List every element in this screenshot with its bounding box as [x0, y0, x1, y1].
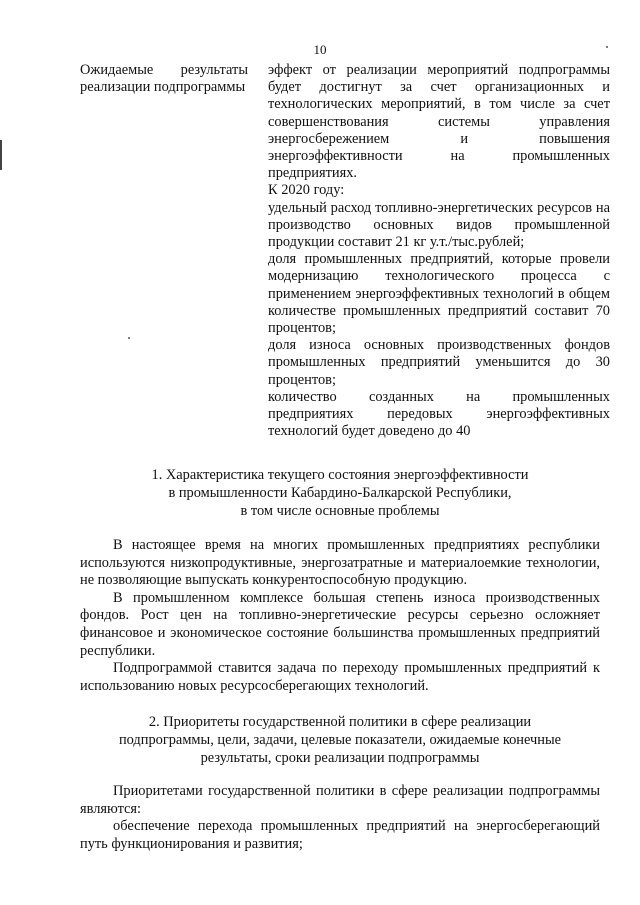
heading-line: в промышленности Кабардино-Балкарской Республики, [168, 485, 512, 501]
body-paragraph: Подпрограммой ставится задача по переходу промышленных предприятий к использованию новых ресурсосберегающих технологий. [80, 660, 600, 694]
passport-paragraph: доля износа основных производственных фондов промышленных предприятий уменьшится до 30 процентов; [268, 337, 610, 388]
passport-paragraph: эффект от реализации мероприятий подпрограммы будет достигнут за счет организационных и технологических мероприятий, в том числе за счет совершенствования системы управления энергосбережением и повышения энергоэффективности на промышленных предприятиях. [268, 62, 610, 182]
section-2-heading [80, 713, 600, 767]
passport-paragraph: удельный расход топливно-энергетических ресурсов на производство основных видов промышленной продукции составит 21 кг у.т./тыс.рублей; [268, 199, 610, 251]
scan-edge-mark [0, 140, 2, 170]
passport-table-row [80, 62, 610, 440]
heading-line: подпрограммы, цели, задачи, целевые показатели, ожидаемые конечные [118, 732, 562, 748]
body-paragraph: Приоритетами государственной политики в сфере реализации подпрограммы являются: [80, 783, 600, 817]
heading-line: 2. Приоритеты государственной политики в сфере реализации [148, 714, 532, 730]
body-paragraph: В настоящее время на многих промышленных предприятиях республики используются низкопродуктивные, энергозатратные и материалоемкие технологии, не позволяющие выпускать конкурентоспособную продукцию. [80, 537, 600, 589]
passport-paragraph: К 2020 году: [268, 182, 345, 199]
passport-row-content [268, 62, 610, 440]
heading-line: 1. Характеристика текущего состояния энергоэффективности [151, 467, 529, 483]
section-1-body [80, 537, 600, 695]
passport-paragraph: доля промышленных предприятий, которые провели модернизацию технологического процесса с применением энергоэффективных технологий в общем количестве промышленных предприятий составит 70 процентов; [268, 251, 610, 337]
section-1-heading [80, 466, 600, 520]
passport-row-label: Ожидаемые результаты реализации подпрограммы [80, 62, 248, 96]
heading-line: результаты, сроки реализации подпрограммы [200, 750, 480, 766]
heading-line: в том числе основные проблемы [240, 503, 440, 519]
body-paragraph: В промышленном комплексе большая степень износа производственных фондов. Рост цен на топливно-энергетические ресурсы серьезно осложняет финансовое и экономическое состояние большинства промышленных предприятий республики. [80, 589, 600, 659]
page-number: 10 [313, 42, 327, 57]
passport-paragraph: количество созданных на промышленных предприятиях передовых энергоэффективных технологий будет доведено до 40 [268, 388, 610, 440]
body-paragraph: обеспечение перехода промышленных предприятий на энергосберегающий путь функционирования и развития; [80, 818, 600, 852]
section-2-body [80, 783, 600, 853]
